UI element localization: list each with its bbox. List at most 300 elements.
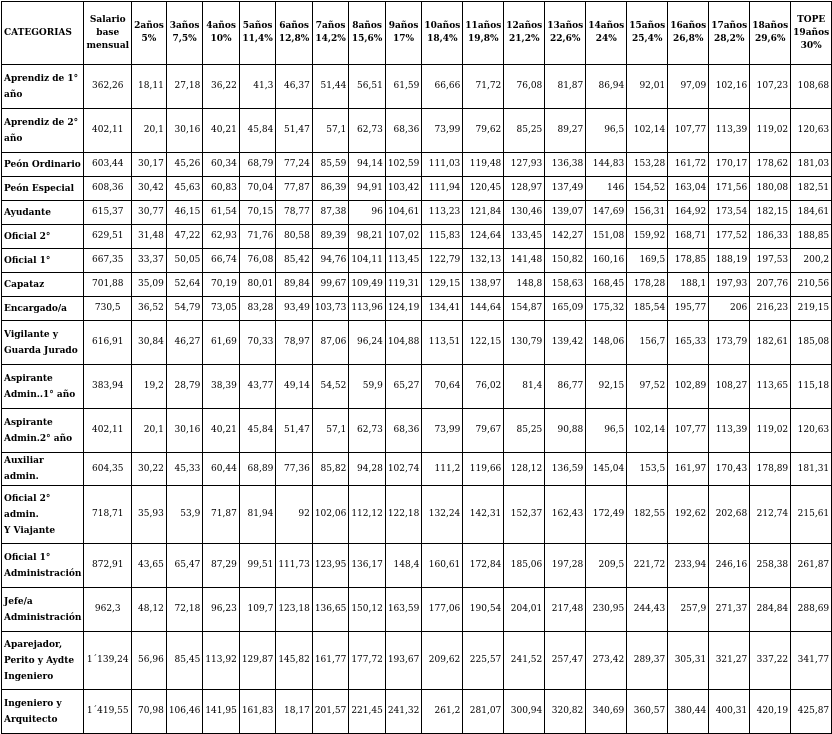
value-cell: 360,57 bbox=[627, 690, 668, 734]
value-cell: 120,63 bbox=[791, 109, 832, 153]
table-row bbox=[2, 321, 832, 365]
value-cell: 96,5 bbox=[586, 109, 627, 153]
value-cell: 41,3 bbox=[239, 65, 276, 109]
value-cell: 102,06 bbox=[312, 486, 349, 544]
value-cell: 65,47 bbox=[166, 544, 203, 588]
column-header bbox=[750, 2, 791, 65]
value-cell: 181,03 bbox=[791, 153, 832, 177]
column-header-line: 5% bbox=[141, 34, 157, 44]
category-cell bbox=[2, 201, 84, 225]
value-cell: 420,19 bbox=[750, 690, 791, 734]
category-label-line: Arquitecto bbox=[4, 714, 58, 725]
value-cell: 78,77 bbox=[276, 201, 313, 225]
column-header-line: 10% bbox=[210, 34, 232, 44]
value-cell: 122,79 bbox=[422, 249, 463, 273]
value-cell: 128,97 bbox=[504, 177, 545, 201]
value-cell: 40,21 bbox=[203, 409, 240, 453]
column-header-line: 2años bbox=[134, 21, 164, 31]
value-cell: 92,15 bbox=[586, 365, 627, 409]
value-cell: 212,74 bbox=[750, 486, 791, 544]
value-cell: 70,19 bbox=[203, 273, 240, 297]
column-header-line: 17años bbox=[711, 21, 748, 31]
category-label-line: Peón Especial bbox=[4, 183, 75, 194]
value-cell: 20,1 bbox=[132, 409, 167, 453]
value-cell: 73,99 bbox=[422, 409, 463, 453]
table-row bbox=[2, 588, 832, 632]
value-cell: 80,58 bbox=[276, 225, 313, 249]
value-cell: 87,29 bbox=[203, 544, 240, 588]
value-cell: 85,59 bbox=[312, 153, 349, 177]
category-label-line: Aparejador, bbox=[4, 639, 63, 650]
value-cell: 182,61 bbox=[750, 321, 791, 365]
value-cell: 156,7 bbox=[627, 321, 668, 365]
value-cell: 87,06 bbox=[312, 321, 349, 365]
column-header-line: base bbox=[96, 27, 120, 38]
value-cell: 43,65 bbox=[132, 544, 167, 588]
value-cell: 161,77 bbox=[312, 632, 349, 690]
value-cell: 45,33 bbox=[166, 453, 203, 486]
category-cell bbox=[2, 109, 84, 153]
salary-cell: 718,71 bbox=[84, 486, 132, 544]
value-cell: 57,1 bbox=[312, 409, 349, 453]
value-cell: 148,06 bbox=[586, 321, 627, 365]
value-cell: 129,87 bbox=[239, 632, 276, 690]
value-cell: 204,01 bbox=[504, 588, 545, 632]
value-cell: 30,42 bbox=[132, 177, 167, 201]
table-row bbox=[2, 109, 832, 153]
salary-cell: 701,88 bbox=[84, 273, 132, 297]
value-cell: 188,19 bbox=[709, 249, 750, 273]
value-cell: 61,54 bbox=[203, 201, 240, 225]
column-header-line: 30% bbox=[800, 40, 822, 51]
value-cell: 99,67 bbox=[312, 273, 349, 297]
value-cell: 113,92 bbox=[203, 632, 240, 690]
value-cell: 51,47 bbox=[276, 409, 313, 453]
value-cell: 258,38 bbox=[750, 544, 791, 588]
value-cell: 108,27 bbox=[709, 365, 750, 409]
header-row bbox=[2, 2, 832, 65]
value-cell: 94,14 bbox=[349, 153, 386, 177]
value-cell: 76,08 bbox=[504, 65, 545, 109]
column-header bbox=[203, 2, 240, 65]
value-cell: 216,23 bbox=[750, 297, 791, 321]
column-header-line: TOPE bbox=[797, 14, 826, 25]
value-cell: 104,61 bbox=[385, 201, 422, 225]
value-cell: 217,48 bbox=[545, 588, 586, 632]
value-cell: 106,46 bbox=[166, 690, 203, 734]
category-label-line: Guarda Jurado bbox=[4, 345, 78, 356]
table-row bbox=[2, 201, 832, 225]
column-header-line: 11,4% bbox=[242, 34, 273, 44]
value-cell: 221,72 bbox=[627, 544, 668, 588]
value-cell: 156,31 bbox=[627, 201, 668, 225]
value-cell: 76,02 bbox=[463, 365, 504, 409]
value-cell: 108,68 bbox=[791, 65, 832, 109]
category-cell bbox=[2, 321, 84, 365]
value-cell: 81,4 bbox=[504, 365, 545, 409]
value-cell: 273,42 bbox=[586, 632, 627, 690]
salary-cell: 383,94 bbox=[84, 365, 132, 409]
value-cell: 56,51 bbox=[349, 65, 386, 109]
column-header bbox=[791, 2, 832, 65]
category-label-line: Oficial 1° bbox=[4, 255, 51, 266]
value-cell: 281,07 bbox=[463, 690, 504, 734]
value-cell: 160,16 bbox=[586, 249, 627, 273]
value-cell: 136,38 bbox=[545, 153, 586, 177]
table-row bbox=[2, 225, 832, 249]
value-cell: 102,14 bbox=[627, 109, 668, 153]
value-cell: 170,17 bbox=[709, 153, 750, 177]
column-header bbox=[349, 2, 386, 65]
value-cell: 70,04 bbox=[239, 177, 276, 201]
value-cell: 261,87 bbox=[791, 544, 832, 588]
value-cell: 305,31 bbox=[668, 632, 709, 690]
table-row bbox=[2, 632, 832, 690]
value-cell: 261,2 bbox=[422, 690, 463, 734]
value-cell: 68,36 bbox=[385, 109, 422, 153]
value-cell: 73,99 bbox=[422, 109, 463, 153]
category-cell bbox=[2, 632, 84, 690]
value-cell: 207,76 bbox=[750, 273, 791, 297]
column-header-line: 14años bbox=[588, 21, 625, 31]
value-cell: 97,09 bbox=[668, 65, 709, 109]
value-cell: 148,4 bbox=[385, 544, 422, 588]
column-header bbox=[463, 2, 504, 65]
value-cell: 340,69 bbox=[586, 690, 627, 734]
value-cell: 96,24 bbox=[349, 321, 386, 365]
column-header bbox=[545, 2, 586, 65]
value-cell: 43,77 bbox=[239, 365, 276, 409]
value-cell: 197,53 bbox=[750, 249, 791, 273]
value-cell: 215,61 bbox=[791, 486, 832, 544]
value-cell: 288,69 bbox=[791, 588, 832, 632]
value-cell: 70,33 bbox=[239, 321, 276, 365]
value-cell: 68,89 bbox=[239, 453, 276, 486]
value-cell: 145,04 bbox=[586, 453, 627, 486]
value-cell: 150,82 bbox=[545, 249, 586, 273]
value-cell: 120,45 bbox=[463, 177, 504, 201]
value-cell: 321,27 bbox=[709, 632, 750, 690]
value-cell: 71,72 bbox=[463, 65, 504, 109]
value-cell: 45,63 bbox=[166, 177, 203, 201]
value-cell: 241,52 bbox=[504, 632, 545, 690]
value-cell: 86,39 bbox=[312, 177, 349, 201]
value-cell: 141,48 bbox=[504, 249, 545, 273]
column-header bbox=[504, 2, 545, 65]
value-cell: 169,5 bbox=[627, 249, 668, 273]
category-label-line: Aprendiz de 1° bbox=[4, 73, 79, 84]
value-cell: 94,76 bbox=[312, 249, 349, 273]
value-cell: 96,23 bbox=[203, 588, 240, 632]
value-cell: 182,15 bbox=[750, 201, 791, 225]
column-header bbox=[586, 2, 627, 65]
value-cell: 60,83 bbox=[203, 177, 240, 201]
value-cell: 161,83 bbox=[239, 690, 276, 734]
category-cell bbox=[2, 153, 84, 177]
value-cell: 113,23 bbox=[422, 201, 463, 225]
category-label-line: Oficial 2° bbox=[4, 231, 51, 242]
value-cell: 107,23 bbox=[750, 65, 791, 109]
value-cell: 92 bbox=[276, 486, 313, 544]
column-header bbox=[709, 2, 750, 65]
table-row bbox=[2, 453, 832, 486]
value-cell: 112,12 bbox=[349, 486, 386, 544]
value-cell: 257,47 bbox=[545, 632, 586, 690]
value-cell: 86,94 bbox=[586, 65, 627, 109]
value-cell: 115,83 bbox=[422, 225, 463, 249]
value-cell: 54,52 bbox=[312, 365, 349, 409]
value-cell: 83,28 bbox=[239, 297, 276, 321]
value-cell: 154,87 bbox=[504, 297, 545, 321]
value-cell: 68,79 bbox=[239, 153, 276, 177]
category-label-line: Jefe/a bbox=[4, 596, 33, 607]
salary-cell: 616,91 bbox=[84, 321, 132, 365]
column-header bbox=[422, 2, 463, 65]
value-cell: 132,24 bbox=[422, 486, 463, 544]
value-cell: 18,11 bbox=[132, 65, 167, 109]
value-cell: 70,98 bbox=[132, 690, 167, 734]
column-header bbox=[276, 2, 313, 65]
value-cell: 96,5 bbox=[586, 409, 627, 453]
value-cell: 209,5 bbox=[586, 544, 627, 588]
value-cell: 46,37 bbox=[276, 65, 313, 109]
table-row bbox=[2, 690, 832, 734]
value-cell: 233,94 bbox=[668, 544, 709, 588]
value-cell: 51,44 bbox=[312, 65, 349, 109]
value-cell: 400,31 bbox=[709, 690, 750, 734]
value-cell: 122,18 bbox=[385, 486, 422, 544]
value-cell: 62,73 bbox=[349, 109, 386, 153]
value-cell: 104,11 bbox=[349, 249, 386, 273]
value-cell: 30,77 bbox=[132, 201, 167, 225]
salary-cell: 730,5 bbox=[84, 297, 132, 321]
value-cell: 144,64 bbox=[463, 297, 504, 321]
value-cell: 98,21 bbox=[349, 225, 386, 249]
column-header bbox=[668, 2, 709, 65]
value-cell: 122,15 bbox=[463, 321, 504, 365]
value-cell: 89,84 bbox=[276, 273, 313, 297]
column-header-line: 13años bbox=[547, 21, 584, 31]
value-cell: 147,69 bbox=[586, 201, 627, 225]
value-cell: 178,85 bbox=[668, 249, 709, 273]
category-cell bbox=[2, 273, 84, 297]
value-cell: 425,87 bbox=[791, 690, 832, 734]
value-cell: 68,36 bbox=[385, 409, 422, 453]
value-cell: 113,39 bbox=[709, 409, 750, 453]
value-cell: 71,76 bbox=[239, 225, 276, 249]
value-cell: 107,77 bbox=[668, 409, 709, 453]
value-cell: 123,18 bbox=[276, 588, 313, 632]
column-header-line: 12,8% bbox=[278, 34, 310, 44]
category-label-line: Ingeniero y bbox=[4, 698, 62, 709]
value-cell: 62,73 bbox=[349, 409, 386, 453]
value-cell: 97,52 bbox=[627, 365, 668, 409]
value-cell: 61,69 bbox=[203, 321, 240, 365]
value-cell: 172,84 bbox=[463, 544, 504, 588]
value-cell: 130,46 bbox=[504, 201, 545, 225]
value-cell: 219,15 bbox=[791, 297, 832, 321]
value-cell: 40,21 bbox=[203, 109, 240, 153]
value-cell: 111,94 bbox=[422, 177, 463, 201]
column-header-line: 6años bbox=[279, 21, 309, 31]
value-cell: 94,28 bbox=[349, 453, 386, 486]
column-header-line: 15,6% bbox=[351, 34, 383, 44]
value-cell: 51,47 bbox=[276, 109, 313, 153]
value-cell: 18,17 bbox=[276, 690, 313, 734]
value-cell: 78,97 bbox=[276, 321, 313, 365]
salary-cell: 1´419,55 bbox=[84, 690, 132, 734]
value-cell: 341,77 bbox=[791, 632, 832, 690]
value-cell: 173,79 bbox=[709, 321, 750, 365]
value-cell: 271,37 bbox=[709, 588, 750, 632]
column-header-line: 26,8% bbox=[672, 34, 704, 44]
value-cell: 202,68 bbox=[709, 486, 750, 544]
value-cell: 210,56 bbox=[791, 273, 832, 297]
value-cell: 150,12 bbox=[349, 588, 386, 632]
value-cell: 168,71 bbox=[668, 225, 709, 249]
value-cell: 300,94 bbox=[504, 690, 545, 734]
category-cell bbox=[2, 225, 84, 249]
value-cell: 57,1 bbox=[312, 109, 349, 153]
value-cell: 111,03 bbox=[422, 153, 463, 177]
category-label-line: Y Viajante bbox=[4, 525, 56, 536]
column-header-line: CATEGORIAS bbox=[4, 27, 72, 38]
value-cell: 80,01 bbox=[239, 273, 276, 297]
category-label-line: Aspirante bbox=[4, 417, 53, 428]
value-cell: 102,14 bbox=[627, 409, 668, 453]
value-cell: 192,62 bbox=[668, 486, 709, 544]
column-header-categorias bbox=[2, 2, 84, 65]
salary-cell: 667,35 bbox=[84, 249, 132, 273]
value-cell: 65,27 bbox=[385, 365, 422, 409]
column-header-line: 11años bbox=[465, 21, 502, 31]
column-header-line: 18,4% bbox=[427, 34, 458, 44]
column-header bbox=[627, 2, 668, 65]
value-cell: 30,16 bbox=[166, 109, 203, 153]
value-cell: 123,95 bbox=[312, 544, 349, 588]
table-body bbox=[2, 65, 832, 734]
value-cell: 81,94 bbox=[239, 486, 276, 544]
value-cell: 162,43 bbox=[545, 486, 586, 544]
category-label-line: Oficial 1° bbox=[4, 552, 51, 563]
column-header-line: 3años bbox=[169, 21, 200, 31]
value-cell: 119,31 bbox=[385, 273, 422, 297]
value-cell: 36,52 bbox=[132, 297, 167, 321]
column-header bbox=[239, 2, 276, 65]
value-cell: 124,19 bbox=[385, 297, 422, 321]
value-cell: 47,22 bbox=[166, 225, 203, 249]
salary-cell: 402,11 bbox=[84, 109, 132, 153]
value-cell: 85,25 bbox=[504, 409, 545, 453]
value-cell: 119,02 bbox=[750, 109, 791, 153]
salary-cell: 1´139,24 bbox=[84, 632, 132, 690]
table-row bbox=[2, 297, 832, 321]
category-cell bbox=[2, 365, 84, 409]
value-cell: 85,45 bbox=[166, 632, 203, 690]
value-cell: 163,04 bbox=[668, 177, 709, 201]
category-cell bbox=[2, 297, 84, 321]
value-cell: 85,42 bbox=[276, 249, 313, 273]
value-cell: 177,06 bbox=[422, 588, 463, 632]
column-header-line: mensual bbox=[86, 40, 130, 51]
value-cell: 184,61 bbox=[791, 201, 832, 225]
value-cell: 30,84 bbox=[132, 321, 167, 365]
value-cell: 320,82 bbox=[545, 690, 586, 734]
value-cell: 289,37 bbox=[627, 632, 668, 690]
column-header-line: 24% bbox=[595, 34, 617, 44]
value-cell: 380,44 bbox=[668, 690, 709, 734]
value-cell: 102,16 bbox=[709, 65, 750, 109]
column-header-line: 19años bbox=[793, 27, 830, 38]
value-cell: 337,22 bbox=[750, 632, 791, 690]
value-cell: 30,22 bbox=[132, 453, 167, 486]
value-cell: 127,93 bbox=[504, 153, 545, 177]
value-cell: 77,87 bbox=[276, 177, 313, 201]
value-cell: 119,48 bbox=[463, 153, 504, 177]
column-header-line: 4años bbox=[206, 21, 236, 31]
value-cell: 284,84 bbox=[750, 588, 791, 632]
value-cell: 86,77 bbox=[545, 365, 586, 409]
value-cell: 104,88 bbox=[385, 321, 422, 365]
value-cell: 85,25 bbox=[504, 109, 545, 153]
value-cell: 137,49 bbox=[545, 177, 586, 201]
value-cell: 76,08 bbox=[239, 249, 276, 273]
value-cell: 165,09 bbox=[545, 297, 586, 321]
value-cell: 168,45 bbox=[586, 273, 627, 297]
category-label-line: año bbox=[4, 133, 23, 144]
column-header-line: 19,8% bbox=[468, 34, 499, 44]
value-cell: 151,08 bbox=[586, 225, 627, 249]
value-cell: 139,07 bbox=[545, 201, 586, 225]
category-label-line: Capataz bbox=[4, 279, 45, 290]
table-row bbox=[2, 65, 832, 109]
value-cell: 136,17 bbox=[349, 544, 386, 588]
value-cell: 139,42 bbox=[545, 321, 586, 365]
value-cell: 180,08 bbox=[750, 177, 791, 201]
value-cell: 60,34 bbox=[203, 153, 240, 177]
value-cell: 178,28 bbox=[627, 273, 668, 297]
value-cell: 185,06 bbox=[504, 544, 545, 588]
value-cell: 206 bbox=[709, 297, 750, 321]
category-label-line: Ingeniero bbox=[4, 671, 54, 682]
value-cell: 136,59 bbox=[545, 453, 586, 486]
salary-cell: 402,11 bbox=[84, 409, 132, 453]
value-cell: 132,13 bbox=[463, 249, 504, 273]
category-cell bbox=[2, 588, 84, 632]
category-label-line: Administración bbox=[4, 612, 82, 623]
salary-cell: 362,26 bbox=[84, 65, 132, 109]
table-row bbox=[2, 153, 832, 177]
value-cell: 35,09 bbox=[132, 273, 167, 297]
value-cell: 93,49 bbox=[276, 297, 313, 321]
column-header bbox=[84, 2, 132, 65]
category-label-line: Admin.2° año bbox=[4, 433, 73, 444]
value-cell: 246,16 bbox=[709, 544, 750, 588]
value-cell: 153,28 bbox=[627, 153, 668, 177]
column-header-line: 25,4% bbox=[631, 34, 663, 44]
value-cell: 111,2 bbox=[422, 453, 463, 486]
value-cell: 30,17 bbox=[132, 153, 167, 177]
value-cell: 46,15 bbox=[166, 201, 203, 225]
value-cell: 92,01 bbox=[627, 65, 668, 109]
value-cell: 45,26 bbox=[166, 153, 203, 177]
value-cell: 185,54 bbox=[627, 297, 668, 321]
value-cell: 85,82 bbox=[312, 453, 349, 486]
value-cell: 103,42 bbox=[385, 177, 422, 201]
value-cell: 188,1 bbox=[668, 273, 709, 297]
value-cell: 87,38 bbox=[312, 201, 349, 225]
table-row bbox=[2, 409, 832, 453]
